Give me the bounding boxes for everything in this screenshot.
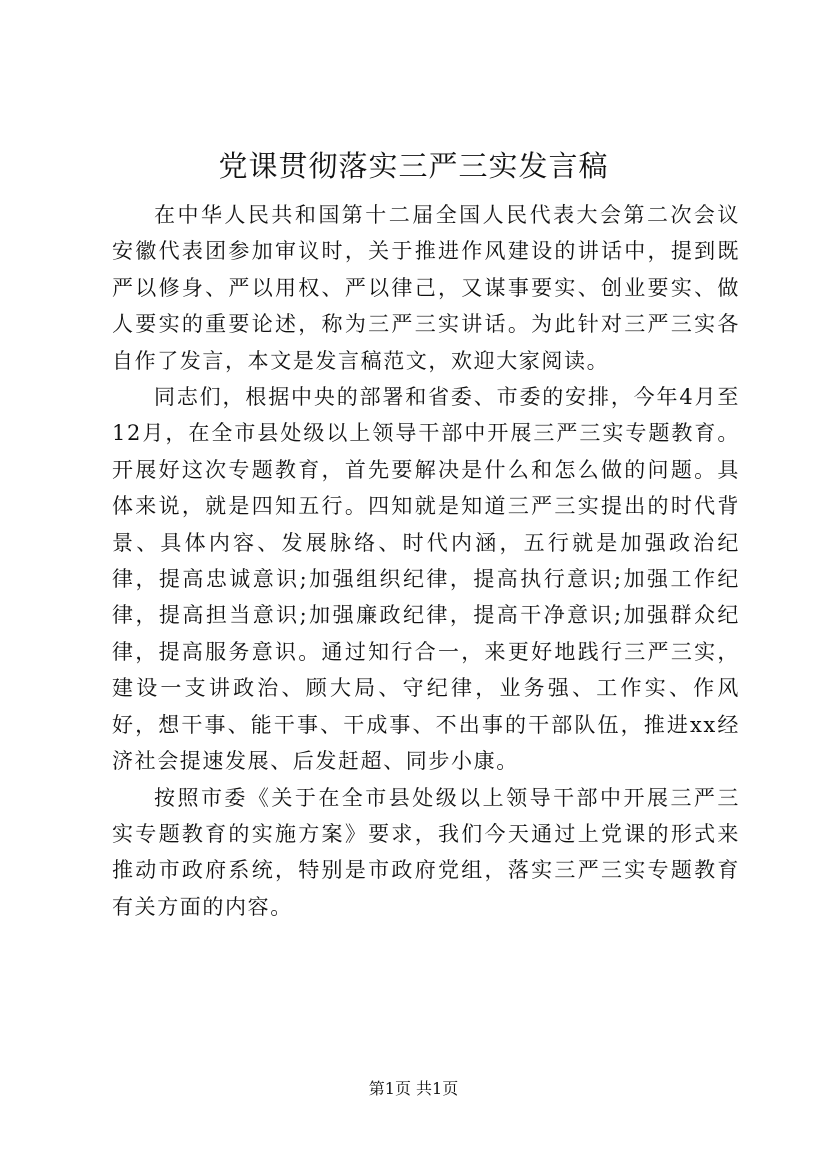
paragraph-1: 在中华人民共和国第十二届全国人民代表大会第二次会议安徽代表团参加审议时，关于推进作风建设的讲话中，提到既严以修身、严以用权、严以律己，又谋事要实、创业要实、做人要实的重要论述，称为三严三实讲话。为此针对三严三实各自作了发言，本文是发言稿范文，欢迎大家阅读。 [112, 203, 740, 373]
paragraph-3: 按照市委《关于在全市县处级以上领导干部中开展三严三实专题教育的实施方案》要求，我们今天通过上党课的形式来推动市政府系统，特别是市政府党组，落实三严三实专题教育有关方面的内容。 [112, 785, 740, 919]
page-title: 党课贯彻落实三严三实发言稿 [218, 149, 609, 183]
document-body [112, 197, 740, 925]
paragraph-2: 同志们，根据中央的部署和省委、市委的安排，今年4月至12月，在全市县处级以上领导干部中开展三严三实专题教育。开展好这次专题教育，首先要解决是什么和怎么做的问题。具体来说，就是四知五行。四知就是知道三严三实提出的时代背景、具体内容、发展脉络、时代内涵，五行就是加强政治纪律，提高忠诚意识;加强组织纪律，提高执行意识;加强工作纪律，提高担当意识;加强廉政纪律，提高干净意识;加强群众纪律，提高服务意识。通过知行合一，来更好地践行三严三实，建设一支讲政治、顾大局、守纪律，业务强、工作实、作风好，想干事、能干事、干成事、不出事的干部队伍，推进xx经济社会提速发展、后发赶超、同步小康。 [112, 385, 740, 774]
page-number-footer: 第1页 共1页 [368, 1079, 459, 1098]
